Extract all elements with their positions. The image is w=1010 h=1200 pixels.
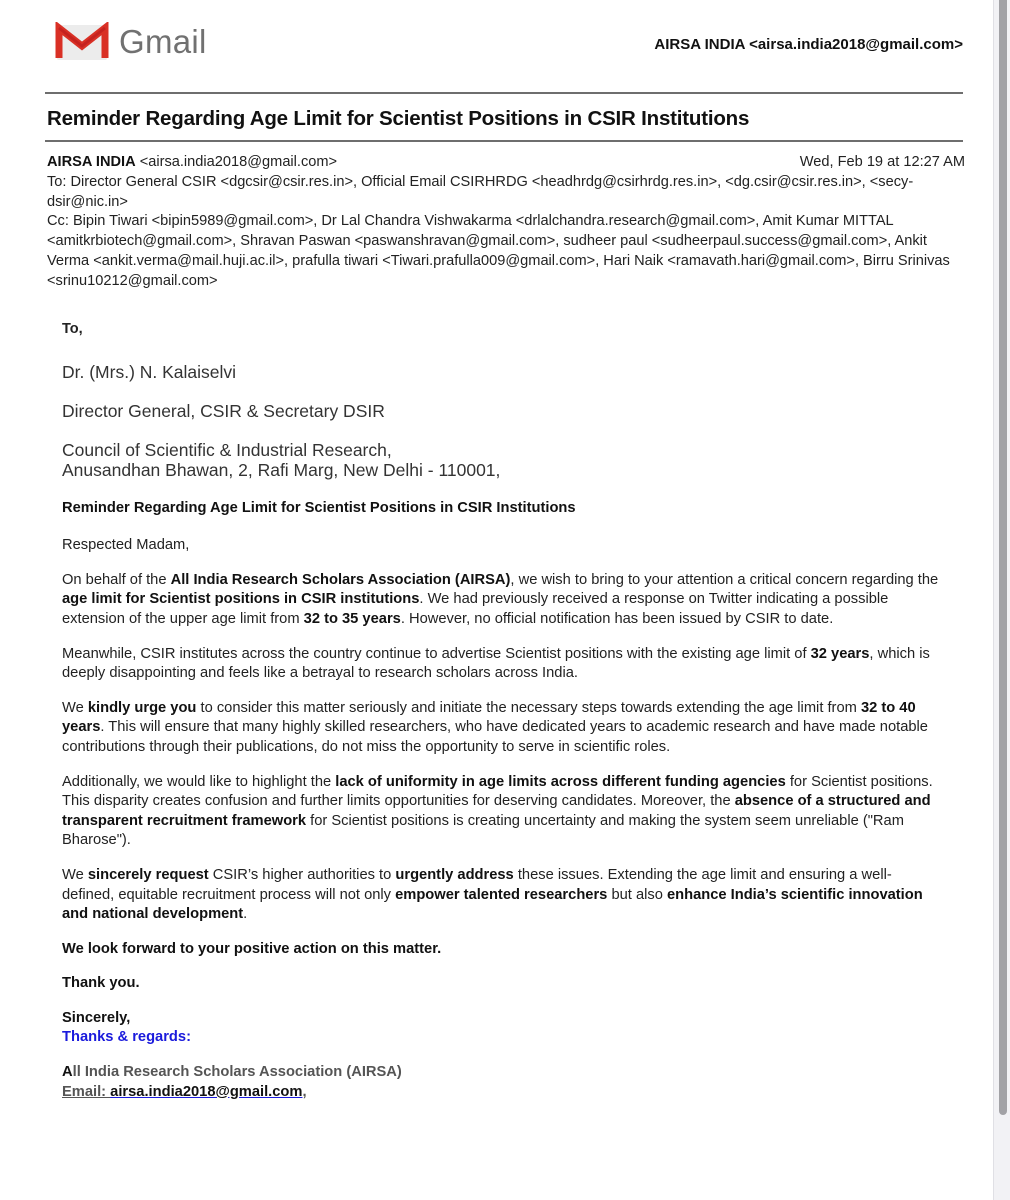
text: for Scientist positions. This disparity creates confusion and further limits opportunities for deserving candidates. Moreover, the bbox=[62, 773, 933, 810]
top-divider bbox=[45, 92, 963, 94]
to-label: To, bbox=[62, 321, 83, 337]
org-line-1: Council of Scientific & Industrial Research, bbox=[62, 439, 392, 460]
bold-text: urgently address bbox=[395, 866, 514, 883]
bold-text: absence of a structured and transparent recruitment framework bbox=[62, 793, 931, 829]
paragraph-3 bbox=[62, 699, 942, 758]
text: . bbox=[243, 906, 248, 923]
email-subject: Reminder Regarding Age Limit for Scientist Positions in CSIR Institutions bbox=[47, 107, 750, 130]
text: but also bbox=[607, 886, 667, 903]
text: , which is deeply disappointing and feels like a betrayal to research scholars across India. bbox=[62, 645, 930, 682]
sincerely: Sincerely, bbox=[62, 1009, 131, 1026]
salutation: Respected Madam, bbox=[62, 537, 190, 554]
text: We bbox=[62, 866, 88, 883]
text: . This will ensure that many highly skilled researchers, who have dedicated years to academic research and have made notable contributions through their publications, do not miss the opportunity to serve in scientific roles. bbox=[62, 719, 928, 755]
email-body bbox=[62, 320, 942, 1117]
paragraph-5 bbox=[62, 866, 942, 925]
from-line bbox=[47, 153, 965, 173]
text: Additionally, we would like to highlight the bbox=[62, 773, 336, 790]
text: ll India Research Scholars Association (AIRSA) bbox=[72, 1064, 402, 1081]
text: for Scientist positions is creating uncertainty and making the system seem unreliable ("Ram Bharose"). bbox=[62, 812, 904, 849]
bold-text: enhance India’s scientific innovation and national development bbox=[62, 886, 923, 923]
text: . We had previously received a response on Twitter indicating a possible extension of the upper age limit from bbox=[62, 591, 889, 627]
account-label: AIRSA INDIA <airsa.india2018@gmail.com> bbox=[654, 36, 963, 53]
bold-text: 32 years bbox=[810, 645, 870, 662]
cc-recipients: Cc: Bipin Tiwari <bipin5989@gmail.com>, Dr Lal Chandra Vishwakarma <drlalchandra.research@gmail.com>, Amit Kumar MITTAL <amitkrbiotech@gmail.com>, Shravan Paswan <paswanshravan@gmail.com>, sudheer paul <sudheerpaul.success@gmail.com>, Ankit Verma <ankit.verma@mail.huji.ac.il>, prafulla tiwari <Tiwari.prafulla009@gmail.com>, Hari Naik <ramavath.hari@gmail.com>, Birru Srinivas <srinu10212@gmail.com> bbox=[47, 213, 950, 289]
signature-org bbox=[62, 1064, 402, 1080]
subject-divider bbox=[45, 140, 963, 142]
gmail-wordmark: Gmail bbox=[119, 23, 207, 60]
sign-off bbox=[62, 1009, 942, 1048]
bold-text: All India Research Scholars Association (AIRSA) bbox=[170, 571, 511, 588]
thank-you: Thank you. bbox=[62, 975, 140, 992]
gmail-logo bbox=[55, 22, 207, 62]
sender bbox=[47, 153, 337, 173]
recipient-address bbox=[62, 440, 942, 480]
closing-line: We look forward to your positive action on this matter. bbox=[62, 940, 442, 957]
text: , we wish to bring to your attention a critical concern regarding the bbox=[510, 571, 939, 588]
to-recipients: To: Director General CSIR <dgcsir@csir.res.in>, Official Email CSIRHRDG <headhrdg@csirhrdg.res.in>, <dg.csir@csir.res.in>, <secy-dsir@nic.in> bbox=[47, 173, 914, 210]
paragraph-1 bbox=[62, 571, 942, 630]
bold-text: sincerely request bbox=[87, 866, 209, 883]
sender-name: AIRSA INDIA bbox=[47, 154, 136, 170]
signature-email bbox=[62, 1084, 307, 1100]
text: . However, no official notification has been issued by CSIR to date. bbox=[400, 610, 834, 627]
gmail-envelope-icon bbox=[55, 22, 109, 62]
paragraph-4 bbox=[62, 773, 942, 851]
text: We bbox=[62, 699, 88, 716]
text: these issues. Extending the age limit and ensuring a well-defined, equitable recruitment process will not only bbox=[62, 866, 892, 903]
signature bbox=[62, 1063, 942, 1102]
bold-text: kindly urge you bbox=[87, 699, 197, 716]
text: Meanwhile, CSIR institutes across the country continue to advertise Scientist positions with the existing age limit of bbox=[62, 645, 811, 662]
text: On behalf of the bbox=[62, 571, 171, 588]
bold-text: 32 to 40 years bbox=[62, 699, 916, 736]
org-line-2: Anusandhan Bhawan, 2, Rafi Marg, New Delhi - 110001, bbox=[62, 459, 501, 480]
sender-email: <airsa.india2018@gmail.com> bbox=[139, 154, 338, 170]
text: to consider this matter seriously and initiate the necessary steps towards extending the age limit from bbox=[196, 699, 861, 716]
email-header bbox=[47, 153, 965, 292]
bold-text: 32 to 35 years bbox=[303, 610, 401, 627]
bold-text: empower talented researchers bbox=[395, 886, 608, 903]
text: CSIR’s higher authorities to bbox=[208, 866, 396, 883]
text: A bbox=[62, 1064, 73, 1081]
recipient-title: Director General, CSIR & Secretary DSIR bbox=[62, 400, 385, 421]
recipient-name: Dr. (Mrs.) N. Kalaiselvi bbox=[62, 361, 237, 382]
thanks-regards: Thanks & regards: bbox=[62, 1029, 191, 1046]
letter-subject: Reminder Regarding Age Limit for Scientist Positions in CSIR Institutions bbox=[62, 499, 576, 516]
scrollbar-thumb[interactable] bbox=[999, 0, 1007, 1115]
scrollbar-track[interactable] bbox=[993, 0, 1010, 1200]
text: , bbox=[302, 1083, 307, 1100]
bold-text: age limit for Scientist positions in CSIR institutions bbox=[62, 591, 420, 608]
email-date: Wed, Feb 19 at 12:27 AM bbox=[799, 154, 965, 170]
email-label: Email: bbox=[62, 1083, 111, 1100]
email-link[interactable]: airsa.india2018@gmail.com bbox=[110, 1083, 303, 1100]
bold-text: lack of uniformity in age limits across different funding agencies bbox=[335, 773, 786, 790]
paragraph-2 bbox=[62, 645, 942, 684]
